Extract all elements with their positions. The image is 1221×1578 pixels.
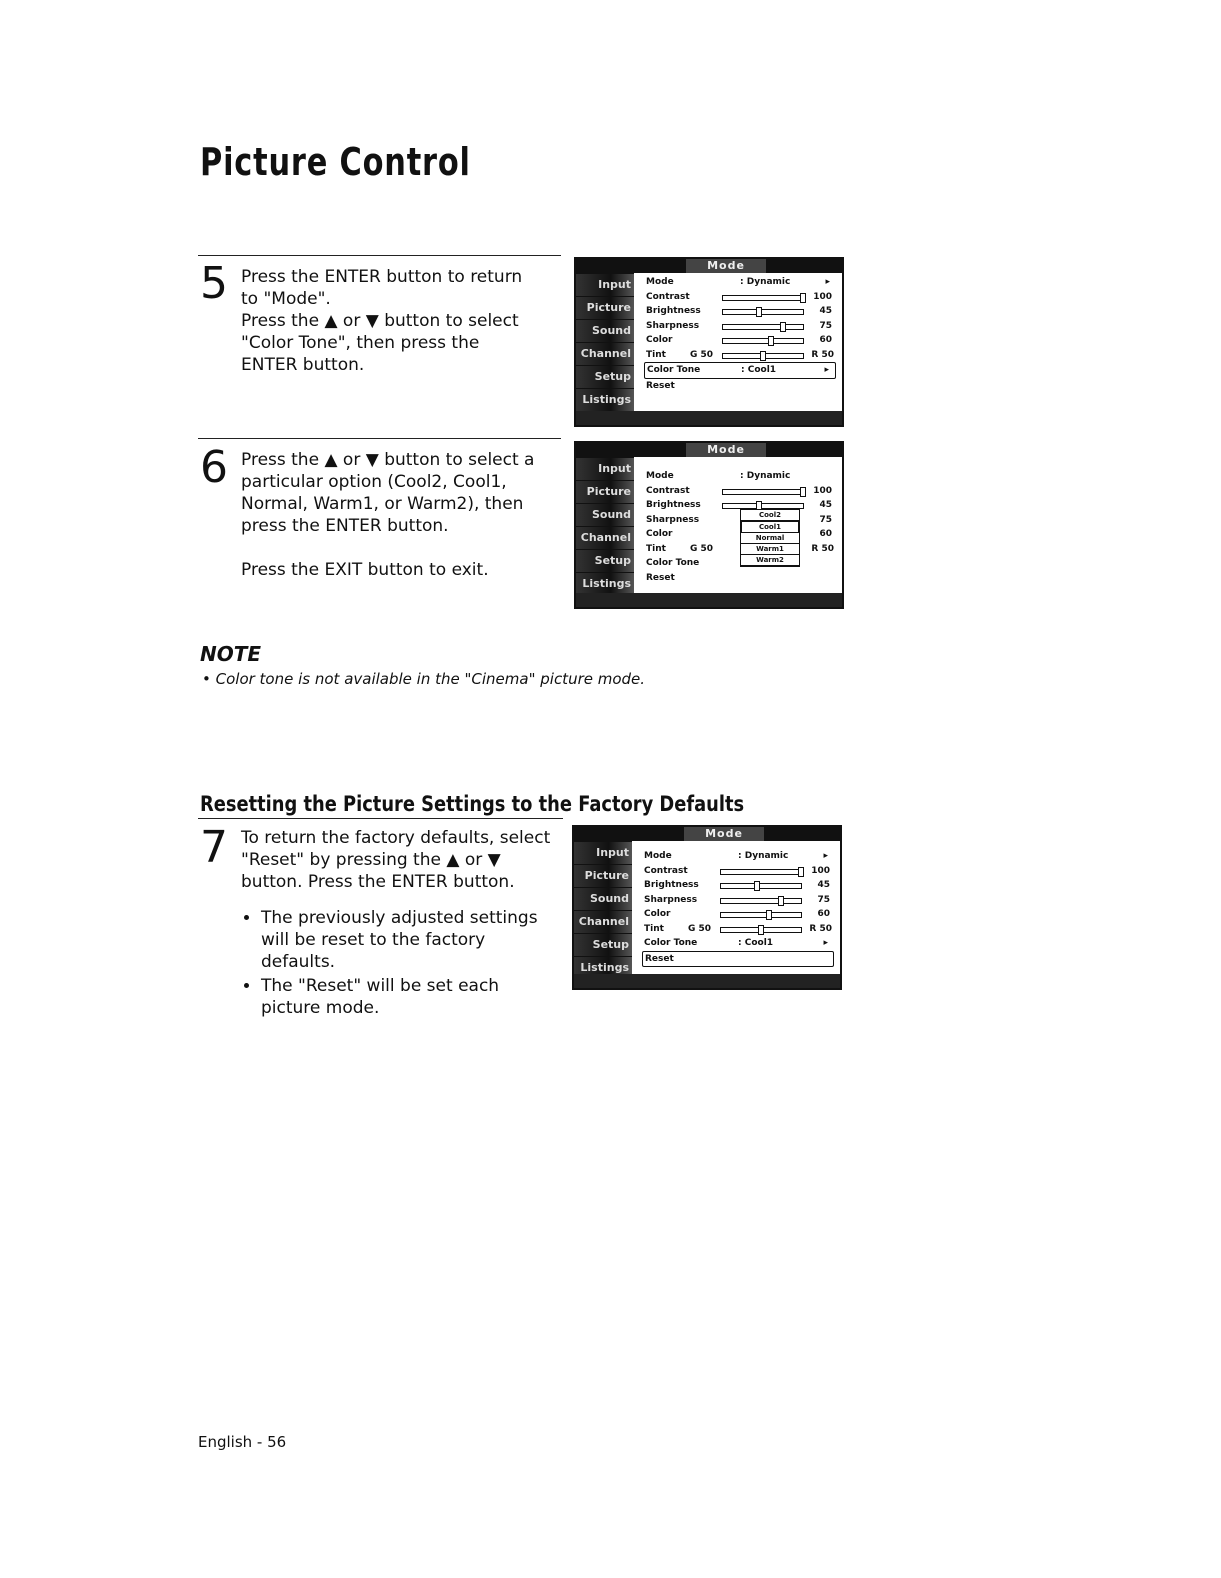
osd-row-sharpness: Sharpness 75 xyxy=(644,894,830,905)
step-5-paragraph: Press the ▲ or ▼ button to select "Color Tone", then press the ENTER button. xyxy=(241,311,519,375)
slider-knob xyxy=(760,351,766,361)
step-7-paragraph: To return the factory defaults, select "Reset" by pressing the ▲ or ▼ button. Press the ENTER button. xyxy=(241,828,551,892)
osd-tab-sound: Sound xyxy=(574,888,632,910)
osd-side-menu xyxy=(576,457,634,593)
osd-tab-channel: Channel xyxy=(576,527,634,549)
osd-tab-sound: Sound xyxy=(576,504,634,526)
osd-row-mode: Mode : Dynamic xyxy=(646,471,791,481)
step-6-paragraph: Press the EXIT button to exit. xyxy=(241,560,489,580)
osd-side-menu xyxy=(574,841,632,974)
slider-track xyxy=(720,927,802,933)
osd-row-color: Color 60 xyxy=(644,909,830,919)
osd-tab-picture: Picture xyxy=(576,297,634,319)
osd-tab-setup: Setup xyxy=(576,366,634,388)
page-footer: English - 56 xyxy=(198,1433,287,1451)
page-title: Picture Control xyxy=(200,140,471,184)
osd-tab-input: Input xyxy=(576,274,634,296)
slider-knob xyxy=(800,487,806,497)
osd-row-contrast: Contrast 100 xyxy=(646,291,832,302)
step-6-paragraph: Press the ▲ or ▼ button to select a particular option (Cool2, Cool1, Normal, Warm1, or Warm2), then press the ENTER button. xyxy=(241,450,535,536)
osd-side-menu xyxy=(576,273,634,411)
osd-bottom-bar xyxy=(576,593,842,607)
osd-row-reset: Reset xyxy=(646,380,675,391)
osd-row-tint: Tint G 50 R 50 xyxy=(646,543,834,554)
osd-row-reset-selected: Reset xyxy=(642,951,834,968)
osd-screen-step-6 xyxy=(574,441,844,609)
osd-row-mode: Mode : Dynamic ▸ xyxy=(644,851,828,861)
note-item: • Color tone is not available in the "Cinema" picture mode. xyxy=(202,670,646,688)
slider-knob xyxy=(800,293,806,303)
step-5-text xyxy=(241,266,541,376)
slider-track xyxy=(720,883,802,889)
dropdown-option-normal: Normal xyxy=(741,533,799,544)
step-6-number: 6 xyxy=(200,442,228,493)
slider-track xyxy=(722,324,804,330)
osd-tab-input: Input xyxy=(574,842,632,864)
osd-row-color: Color 60 xyxy=(646,335,832,345)
slider-knob xyxy=(758,925,764,935)
step-7-text xyxy=(241,827,559,1021)
osd-row-mode: Mode : Dynamic ▸ xyxy=(646,277,830,287)
osd-row-tint: Tint G 50 R 50 xyxy=(646,349,834,360)
step-6-rule xyxy=(198,438,561,439)
osd-tab-channel: Channel xyxy=(574,911,632,933)
osd-tab-setup: Setup xyxy=(576,550,634,572)
step-5-number: 5 xyxy=(200,258,228,309)
osd-tab-sound: Sound xyxy=(576,320,634,342)
osd-menu xyxy=(644,469,836,585)
dropdown-option-cool2: Cool2 xyxy=(741,510,799,521)
dropdown-option-warm2: Warm2 xyxy=(741,555,799,566)
osd-screen-step-5 xyxy=(574,257,844,427)
osd-tab-listings: Listings xyxy=(576,573,634,595)
osd-row-sharpness: Sharpness 75 xyxy=(646,514,832,525)
note-title: NOTE xyxy=(200,642,262,666)
section-heading: Resetting the Picture Settings to the Factory Defaults xyxy=(200,792,745,816)
osd-row-sharpness: Sharpness 75 xyxy=(646,320,832,331)
slider-track xyxy=(722,309,804,315)
osd-row-colortone: Color Tone : Cool1 ▸ xyxy=(644,938,828,948)
slider-knob xyxy=(766,910,772,920)
slider-track xyxy=(722,353,804,359)
osd-row-contrast: Contrast 100 xyxy=(644,865,830,876)
osd-header: Mode xyxy=(684,827,764,841)
osd-header: Mode xyxy=(686,259,766,273)
step-5-paragraph: Press the ENTER button to return to "Mode". xyxy=(241,267,523,309)
slider-knob xyxy=(754,881,760,891)
dropdown-option-warm1: Warm1 xyxy=(741,544,799,555)
osd-tab-picture: Picture xyxy=(576,481,634,503)
osd-bottom-bar xyxy=(574,974,840,988)
osd-top-bar xyxy=(574,827,840,841)
osd-tab-listings: Listings xyxy=(576,389,634,411)
osd-screen-step-7 xyxy=(572,825,842,990)
slider-track xyxy=(722,338,804,344)
osd-row-brightness: Brightness 45 xyxy=(644,880,830,890)
osd-top-bar xyxy=(576,259,842,273)
osd-tab-channel: Channel xyxy=(576,343,634,365)
osd-tab-setup: Setup xyxy=(574,934,632,956)
osd-row-colortone-selected: Color Tone : Cool1 ▸ xyxy=(644,362,836,379)
osd-menu xyxy=(642,849,834,967)
slider-track xyxy=(722,295,804,301)
osd-top-bar xyxy=(576,443,842,457)
section-rule xyxy=(198,818,563,819)
slider-knob xyxy=(780,322,786,332)
osd-bottom-bar xyxy=(576,411,842,425)
color-tone-dropdown xyxy=(740,509,800,567)
slider-knob xyxy=(798,867,804,877)
step-6-text xyxy=(241,449,561,581)
osd-row-reset: Reset xyxy=(646,572,675,583)
bullet-item: • The "Reset" will be set each picture mode. xyxy=(261,975,559,1019)
dropdown-option-cool1: Cool1 xyxy=(741,521,799,533)
osd-row-colortone: Color Tone xyxy=(646,558,700,568)
slider-knob xyxy=(756,307,762,317)
osd-row-color: Color 60 xyxy=(646,529,832,539)
slider-track xyxy=(722,489,804,495)
osd-tab-picture: Picture xyxy=(574,865,632,887)
osd-menu xyxy=(644,275,836,393)
osd-tab-listings: Listings xyxy=(574,957,632,979)
step-5-rule xyxy=(198,255,561,256)
slider-track xyxy=(720,912,802,918)
slider-knob xyxy=(768,336,774,346)
note-item-text: Color tone is not available in the "Cinema" picture mode. xyxy=(215,670,646,688)
osd-header: Mode xyxy=(686,443,766,457)
step-7-number: 7 xyxy=(200,822,228,873)
osd-row-brightness: Brightness 45 xyxy=(646,500,832,510)
osd-row-contrast: Contrast 100 xyxy=(646,485,832,496)
osd-row-tint: Tint G 50 R 50 xyxy=(644,923,832,934)
osd-tab-input: Input xyxy=(576,458,634,480)
slider-track xyxy=(720,898,802,904)
step-7-bullets xyxy=(241,907,559,1019)
osd-row-brightness: Brightness 45 xyxy=(646,306,832,316)
slider-knob xyxy=(778,896,784,906)
slider-track xyxy=(720,869,802,875)
bullet-item: • The previously adjusted settings will be reset to the factory defaults. xyxy=(261,907,559,973)
